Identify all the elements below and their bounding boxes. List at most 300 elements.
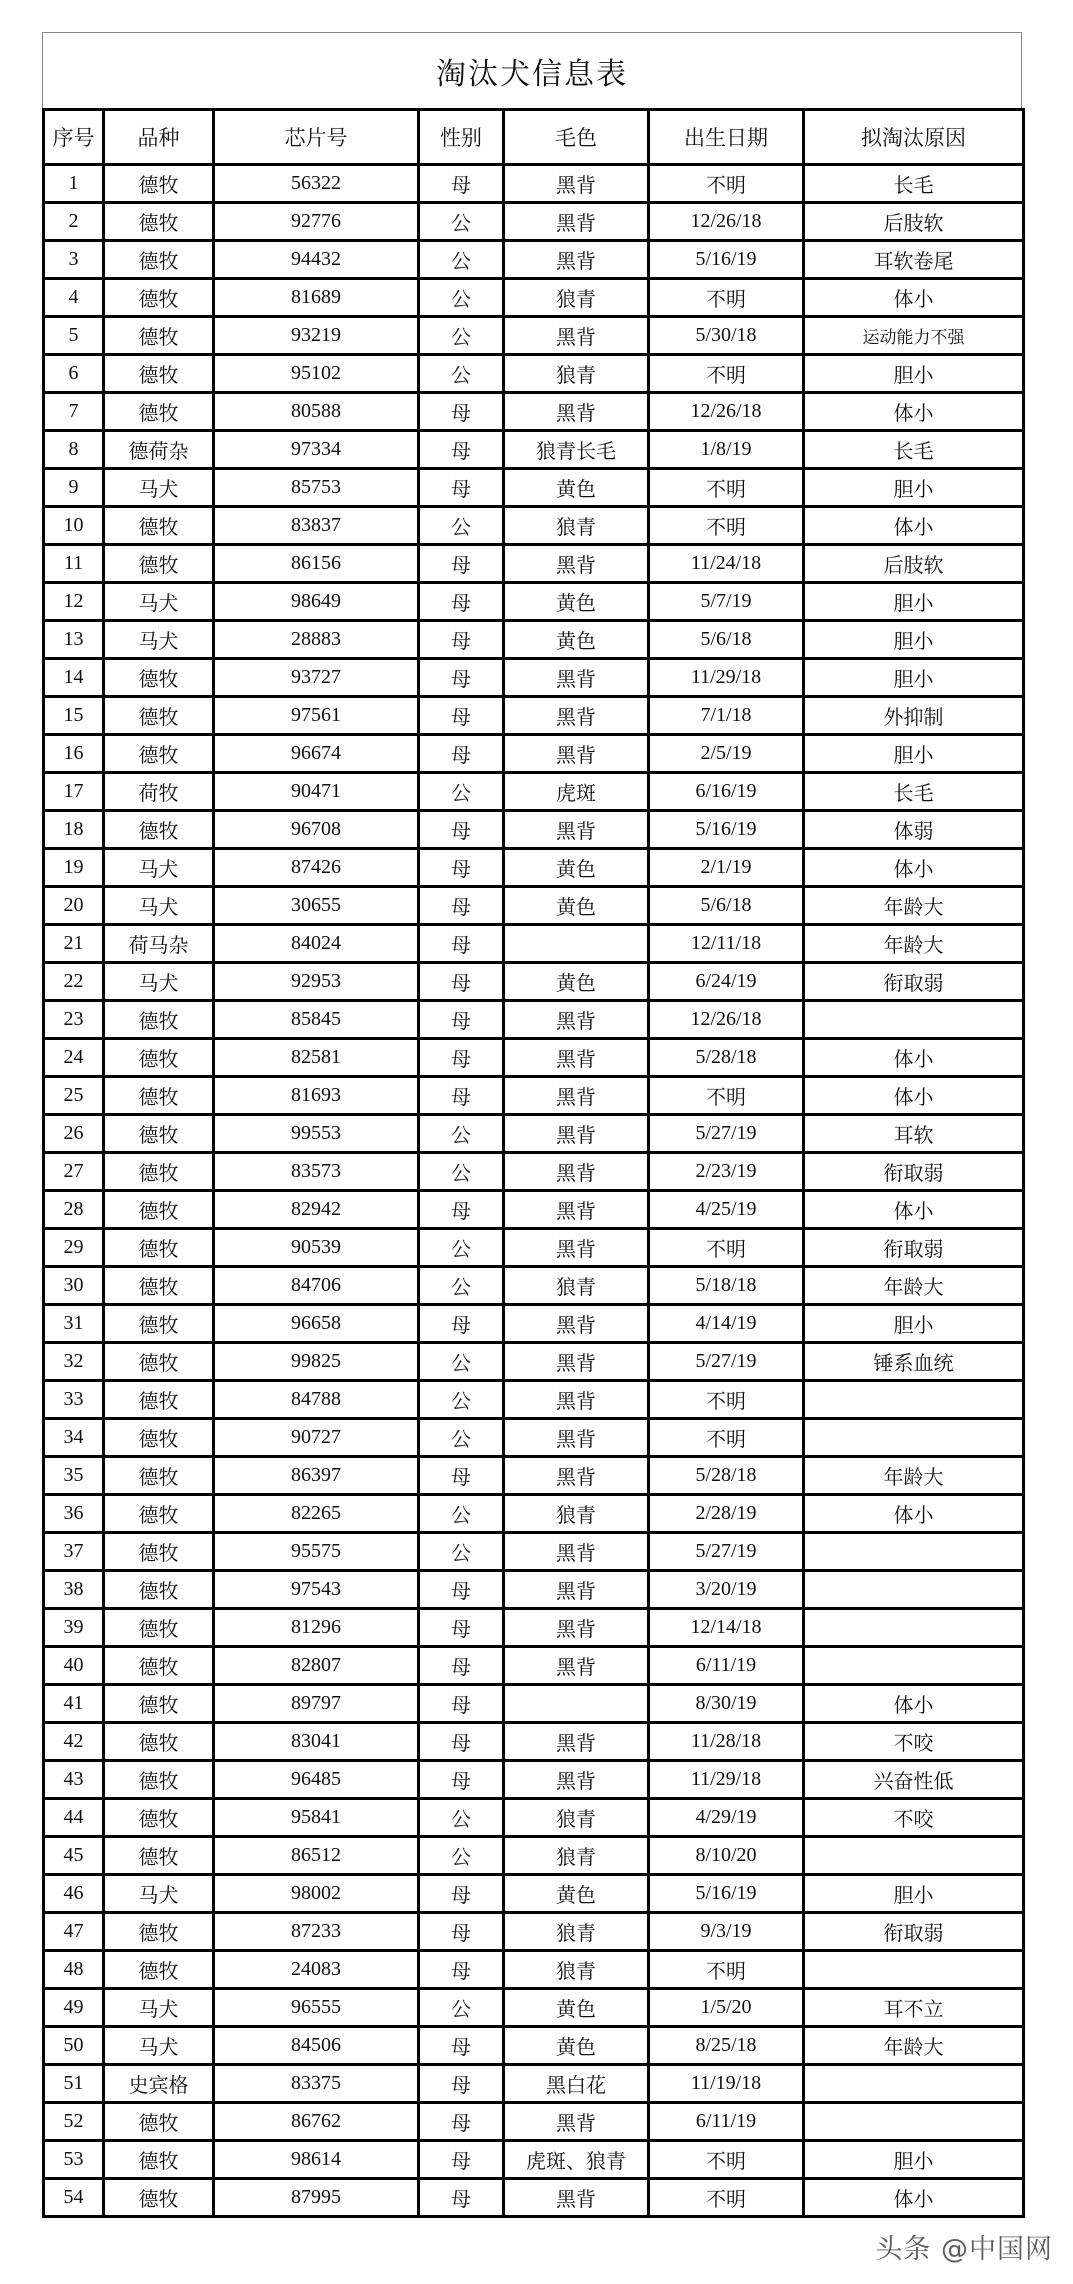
table-row (44, 659, 1024, 697)
breed-cell: 德牧 (104, 1039, 214, 1077)
table-row (44, 431, 1024, 469)
chip-cell: 96658 (214, 1305, 419, 1343)
table-row (44, 583, 1024, 621)
breed-cell: 马犬 (104, 849, 214, 887)
birthdate-cell: 12/26/18 (649, 1001, 804, 1039)
reason-cell (804, 1533, 1024, 1571)
reason-cell: 胆小 (804, 2141, 1024, 2179)
birthdate-cell: 9/3/19 (649, 1913, 804, 1951)
breed-cell: 德牧 (104, 1723, 214, 1761)
chip-cell: 93727 (214, 659, 419, 697)
reason-cell (804, 2065, 1024, 2103)
breed-cell: 德牧 (104, 1799, 214, 1837)
breed-cell: 德牧 (104, 2103, 214, 2141)
reason-cell: 衔取弱 (804, 1229, 1024, 1267)
coat-cell: 黑背 (504, 1609, 649, 1647)
chip-cell: 84506 (214, 2027, 419, 2065)
table-header (44, 110, 1024, 165)
table-row (44, 279, 1024, 317)
breed-cell: 德牧 (104, 1761, 214, 1799)
coat-cell: 狼青 (504, 507, 649, 545)
seq-cell: 11 (44, 545, 104, 583)
sex-cell: 母 (419, 469, 504, 507)
table-row (44, 1153, 1024, 1191)
birthdate-cell: 6/11/19 (649, 2103, 804, 2141)
reason-cell: 年龄大 (804, 2027, 1024, 2065)
seq-cell: 45 (44, 1837, 104, 1875)
breed-cell: 德牧 (104, 1495, 214, 1533)
chip-cell: 90471 (214, 773, 419, 811)
birthdate-cell: 12/26/18 (649, 393, 804, 431)
reason-cell (804, 1571, 1024, 1609)
coat-cell: 狼青 (504, 1495, 649, 1533)
seq-cell: 41 (44, 1685, 104, 1723)
table-row (44, 811, 1024, 849)
coat-cell: 黑背 (504, 1153, 649, 1191)
table-row (44, 1115, 1024, 1153)
reason-cell: 长毛 (804, 773, 1024, 811)
breed-cell: 德牧 (104, 317, 214, 355)
chip-cell: 97561 (214, 697, 419, 735)
sex-cell: 母 (419, 2065, 504, 2103)
sex-cell: 公 (419, 1229, 504, 1267)
sex-cell: 公 (419, 1115, 504, 1153)
table-row (44, 1191, 1024, 1229)
cull-dog-table (42, 108, 1025, 2218)
birthdate-cell: 3/20/19 (649, 1571, 804, 1609)
sex-cell: 公 (419, 1419, 504, 1457)
sex-cell: 母 (419, 1647, 504, 1685)
table-row (44, 697, 1024, 735)
birthdate-cell: 11/24/18 (649, 545, 804, 583)
reason-cell: 年龄大 (804, 1457, 1024, 1495)
coat-cell: 黑背 (504, 735, 649, 773)
table-title: 淘汰犬信息表 (42, 32, 1022, 108)
coat-cell: 狼青 (504, 279, 649, 317)
chip-cell: 96555 (214, 1989, 419, 2027)
table-row (44, 1913, 1024, 1951)
chip-cell: 82265 (214, 1495, 419, 1533)
table-row (44, 1989, 1024, 2027)
chip-cell: 97543 (214, 1571, 419, 1609)
seq-cell: 22 (44, 963, 104, 1001)
table-row (44, 2179, 1024, 2217)
reason-cell: 体小 (804, 393, 1024, 431)
table-row (44, 1571, 1024, 1609)
reason-cell (804, 1837, 1024, 1875)
coat-cell: 黑背 (504, 1001, 649, 1039)
reason-cell: 胆小 (804, 1305, 1024, 1343)
birthdate-cell: 5/7/19 (649, 583, 804, 621)
breed-cell: 德牧 (104, 2141, 214, 2179)
breed-cell: 德牧 (104, 1685, 214, 1723)
reason-cell: 胆小 (804, 621, 1024, 659)
seq-cell: 10 (44, 507, 104, 545)
table-row (44, 165, 1024, 203)
seq-cell: 42 (44, 1723, 104, 1761)
table-row (44, 2141, 1024, 2179)
seq-cell: 44 (44, 1799, 104, 1837)
coat-cell (504, 1685, 649, 1723)
birthdate-cell: 2/1/19 (649, 849, 804, 887)
birthdate-cell: 2/28/19 (649, 1495, 804, 1533)
sex-cell: 母 (419, 1609, 504, 1647)
breed-cell: 马犬 (104, 2027, 214, 2065)
birthdate-cell: 不明 (649, 507, 804, 545)
chip-cell: 90727 (214, 1419, 419, 1457)
reason-column-header: 拟淘汰原因 (804, 110, 1024, 165)
sex-cell: 公 (419, 507, 504, 545)
birthdate-cell: 1/5/20 (649, 1989, 804, 2027)
sex-cell: 母 (419, 431, 504, 469)
sex-cell: 母 (419, 583, 504, 621)
seq-cell: 49 (44, 1989, 104, 2027)
table-row (44, 1229, 1024, 1267)
chip-cell: 80588 (214, 393, 419, 431)
sex-cell: 母 (419, 1001, 504, 1039)
birthdate-cell: 不明 (649, 1077, 804, 1115)
table-row (44, 1723, 1024, 1761)
sex-cell: 公 (419, 1343, 504, 1381)
birthdate-cell: 2/23/19 (649, 1153, 804, 1191)
table-row (44, 1077, 1024, 1115)
table-row (44, 1875, 1024, 1913)
chip-cell: 81689 (214, 279, 419, 317)
coat-cell: 狼青 (504, 1913, 649, 1951)
seq-cell: 36 (44, 1495, 104, 1533)
seq-cell: 19 (44, 849, 104, 887)
table-row (44, 2103, 1024, 2141)
sex-cell: 公 (419, 279, 504, 317)
chip-cell: 28883 (214, 621, 419, 659)
reason-cell: 胆小 (804, 1875, 1024, 1913)
birthdate-cell: 不明 (649, 2141, 804, 2179)
seq-cell: 32 (44, 1343, 104, 1381)
reason-cell: 体小 (804, 2179, 1024, 2217)
coat-cell: 黄色 (504, 887, 649, 925)
reason-cell: 体小 (804, 1191, 1024, 1229)
reason-cell: 年龄大 (804, 1267, 1024, 1305)
sex-cell: 母 (419, 2103, 504, 2141)
coat-cell: 黑背 (504, 1229, 649, 1267)
reason-cell: 体小 (804, 1039, 1024, 1077)
reason-cell: 兴奋性低 (804, 1761, 1024, 1799)
coat-cell: 狼青 (504, 355, 649, 393)
table-row (44, 1039, 1024, 1077)
birthdate-cell: 不明 (649, 355, 804, 393)
table-row (44, 317, 1024, 355)
breed-cell: 德牧 (104, 1951, 214, 1989)
birthdate-cell: 5/16/19 (649, 811, 804, 849)
table-row (44, 2065, 1024, 2103)
sex-cell: 母 (419, 963, 504, 1001)
breed-cell: 德牧 (104, 735, 214, 773)
coat-cell: 黑背 (504, 1419, 649, 1457)
chip-cell: 87995 (214, 2179, 419, 2217)
birthdate-cell: 5/16/19 (649, 1875, 804, 1913)
birthdate-cell: 5/27/19 (649, 1343, 804, 1381)
breed-cell: 德牧 (104, 1913, 214, 1951)
breed-column-header: 品种 (104, 110, 214, 165)
breed-cell: 德牧 (104, 1381, 214, 1419)
seq-cell: 46 (44, 1875, 104, 1913)
coat-cell: 黑背 (504, 545, 649, 583)
breed-cell: 马犬 (104, 469, 214, 507)
table-row (44, 887, 1024, 925)
chip-cell: 30655 (214, 887, 419, 925)
cull-dog-table-sheet (42, 32, 1022, 2218)
seq-cell: 13 (44, 621, 104, 659)
birthdate-cell: 不明 (649, 279, 804, 317)
birthdate-cell: 8/25/18 (649, 2027, 804, 2065)
breed-cell: 马犬 (104, 1989, 214, 2027)
reason-cell: 年龄大 (804, 925, 1024, 963)
coat-cell: 黑背 (504, 1533, 649, 1571)
birthdate-cell: 4/29/19 (649, 1799, 804, 1837)
coat-cell: 狼青 (504, 1799, 649, 1837)
sex-cell: 母 (419, 1761, 504, 1799)
seq-cell: 53 (44, 2141, 104, 2179)
table-row (44, 469, 1024, 507)
coat-cell: 黑背 (504, 1761, 649, 1799)
sex-cell: 母 (419, 887, 504, 925)
table-row (44, 1001, 1024, 1039)
breed-cell: 德牧 (104, 1191, 214, 1229)
coat-cell: 黑背 (504, 203, 649, 241)
seq-cell: 29 (44, 1229, 104, 1267)
chip-cell: 96485 (214, 1761, 419, 1799)
breed-cell: 德牧 (104, 355, 214, 393)
table-row (44, 621, 1024, 659)
seq-cell: 17 (44, 773, 104, 811)
birthdate-cell: 4/25/19 (649, 1191, 804, 1229)
seq-cell: 15 (44, 697, 104, 735)
table-row (44, 1381, 1024, 1419)
table-row (44, 545, 1024, 583)
reason-cell (804, 2103, 1024, 2141)
coat-cell: 狼青 (504, 1951, 649, 1989)
seq-cell: 35 (44, 1457, 104, 1495)
sex-cell: 公 (419, 203, 504, 241)
sex-cell: 母 (419, 165, 504, 203)
seq-cell: 47 (44, 1913, 104, 1951)
table-row (44, 1457, 1024, 1495)
sex-cell: 母 (419, 1571, 504, 1609)
sex-cell: 公 (419, 355, 504, 393)
breed-cell: 德牧 (104, 165, 214, 203)
sex-cell: 母 (419, 545, 504, 583)
chip-cell: 97334 (214, 431, 419, 469)
sex-cell: 公 (419, 1799, 504, 1837)
birthdate-cell: 12/26/18 (649, 203, 804, 241)
breed-cell: 德牧 (104, 1533, 214, 1571)
table-row (44, 507, 1024, 545)
reason-cell: 胆小 (804, 659, 1024, 697)
table-row (44, 1951, 1024, 1989)
coat-cell: 狼青长毛 (504, 431, 649, 469)
seq-cell: 2 (44, 203, 104, 241)
birthdate-cell: 不明 (649, 1951, 804, 1989)
chip-cell: 84788 (214, 1381, 419, 1419)
seq-cell: 9 (44, 469, 104, 507)
birthdate-cell: 4/14/19 (649, 1305, 804, 1343)
coat-cell: 黑背 (504, 1305, 649, 1343)
birthdate-cell: 5/6/18 (649, 621, 804, 659)
coat-cell: 黑背 (504, 1571, 649, 1609)
chip-cell: 99825 (214, 1343, 419, 1381)
table-row (44, 203, 1024, 241)
birthdate-cell: 12/14/18 (649, 1609, 804, 1647)
breed-cell: 德牧 (104, 811, 214, 849)
sex-cell: 公 (419, 1267, 504, 1305)
birthdate-cell: 11/29/18 (649, 1761, 804, 1799)
seq-cell: 5 (44, 317, 104, 355)
birthdate-cell: 不明 (649, 469, 804, 507)
coat-cell: 狼青 (504, 1267, 649, 1305)
breed-cell: 马犬 (104, 963, 214, 1001)
reason-cell: 后肢软 (804, 545, 1024, 583)
coat-cell: 黑背 (504, 1723, 649, 1761)
chip-cell: 81296 (214, 1609, 419, 1647)
reason-cell: 体小 (804, 1495, 1024, 1533)
breed-cell: 德牧 (104, 1647, 214, 1685)
chip-cell: 89797 (214, 1685, 419, 1723)
sex-cell: 母 (419, 1039, 504, 1077)
header-row (44, 110, 1024, 165)
reason-cell (804, 1647, 1024, 1685)
reason-cell: 年龄大 (804, 887, 1024, 925)
birthdate-cell: 不明 (649, 1381, 804, 1419)
reason-cell: 体小 (804, 1077, 1024, 1115)
reason-cell: 胆小 (804, 583, 1024, 621)
reason-cell: 体弱 (804, 811, 1024, 849)
birthdate-cell: 5/28/18 (649, 1457, 804, 1495)
coat-column-header: 毛色 (504, 110, 649, 165)
coat-cell: 黄色 (504, 1989, 649, 2027)
seq-cell: 40 (44, 1647, 104, 1685)
breed-cell: 德牧 (104, 545, 214, 583)
birthdate-cell: 不明 (649, 1419, 804, 1457)
breed-cell: 德牧 (104, 1837, 214, 1875)
breed-cell: 德牧 (104, 1457, 214, 1495)
reason-cell: 后肢软 (804, 203, 1024, 241)
seq-cell: 7 (44, 393, 104, 431)
seq-cell: 52 (44, 2103, 104, 2141)
reason-cell: 胆小 (804, 735, 1024, 773)
seq-cell: 33 (44, 1381, 104, 1419)
seq-cell: 25 (44, 1077, 104, 1115)
sex-cell: 公 (419, 1381, 504, 1419)
chip-cell: 86397 (214, 1457, 419, 1495)
reason-cell: 耳软 (804, 1115, 1024, 1153)
birthdate-cell: 不明 (649, 1229, 804, 1267)
coat-cell: 黑白花 (504, 2065, 649, 2103)
coat-cell: 黑背 (504, 165, 649, 203)
reason-cell: 体小 (804, 849, 1024, 887)
sex-cell: 母 (419, 811, 504, 849)
breed-cell: 荷牧 (104, 773, 214, 811)
reason-cell: 体小 (804, 279, 1024, 317)
table-row (44, 1305, 1024, 1343)
breed-cell: 德牧 (104, 697, 214, 735)
breed-cell: 德牧 (104, 1343, 214, 1381)
breed-cell: 德牧 (104, 1001, 214, 1039)
chip-cell: 90539 (214, 1229, 419, 1267)
chip-column-header: 芯片号 (214, 110, 419, 165)
reason-cell: 耳软卷尾 (804, 241, 1024, 279)
seq-cell: 38 (44, 1571, 104, 1609)
chip-cell: 85845 (214, 1001, 419, 1039)
seq-cell: 54 (44, 2179, 104, 2217)
coat-cell: 黑背 (504, 2103, 649, 2141)
table-row (44, 1419, 1024, 1457)
coat-cell: 黑背 (504, 697, 649, 735)
chip-cell: 87426 (214, 849, 419, 887)
table-row (44, 1267, 1024, 1305)
birthdate-cell: 8/30/19 (649, 1685, 804, 1723)
birthdate-cell: 6/24/19 (649, 963, 804, 1001)
breed-cell: 德荷杂 (104, 431, 214, 469)
reason-cell: 长毛 (804, 431, 1024, 469)
table-row (44, 1799, 1024, 1837)
chip-cell: 94432 (214, 241, 419, 279)
seq-cell: 37 (44, 1533, 104, 1571)
sex-cell: 母 (419, 2179, 504, 2217)
reason-cell: 体小 (804, 1685, 1024, 1723)
seq-cell: 27 (44, 1153, 104, 1191)
seq-cell: 39 (44, 1609, 104, 1647)
coat-cell: 黄色 (504, 849, 649, 887)
sex-cell: 公 (419, 317, 504, 355)
chip-cell: 95575 (214, 1533, 419, 1571)
table-row (44, 241, 1024, 279)
breed-cell: 德牧 (104, 1229, 214, 1267)
seq-cell: 4 (44, 279, 104, 317)
coat-cell: 虎斑、狼青 (504, 2141, 649, 2179)
breed-cell: 德牧 (104, 659, 214, 697)
seq-cell: 16 (44, 735, 104, 773)
chip-cell: 83837 (214, 507, 419, 545)
coat-cell: 黑背 (504, 1381, 649, 1419)
breed-cell: 马犬 (104, 621, 214, 659)
breed-cell: 荷马杂 (104, 925, 214, 963)
coat-cell: 黄色 (504, 469, 649, 507)
sex-cell: 母 (419, 697, 504, 735)
chip-cell: 95841 (214, 1799, 419, 1837)
sex-column-header: 性别 (419, 110, 504, 165)
birthdate-cell: 7/1/18 (649, 697, 804, 735)
seq-cell: 20 (44, 887, 104, 925)
sex-cell: 母 (419, 621, 504, 659)
seq-cell: 23 (44, 1001, 104, 1039)
coat-cell: 黑背 (504, 1039, 649, 1077)
coat-cell: 黑背 (504, 1457, 649, 1495)
breed-cell: 德牧 (104, 2179, 214, 2217)
seq-cell: 18 (44, 811, 104, 849)
seq-cell: 1 (44, 165, 104, 203)
sex-cell: 母 (419, 1077, 504, 1115)
sex-cell: 母 (419, 849, 504, 887)
sex-cell: 母 (419, 659, 504, 697)
birthdate-cell: 6/11/19 (649, 1647, 804, 1685)
table-row (44, 2027, 1024, 2065)
birthdate-column-header: 出生日期 (649, 110, 804, 165)
coat-cell: 黑背 (504, 1077, 649, 1115)
seq-cell: 51 (44, 2065, 104, 2103)
seq-cell: 21 (44, 925, 104, 963)
table-row (44, 1533, 1024, 1571)
chip-cell: 93219 (214, 317, 419, 355)
